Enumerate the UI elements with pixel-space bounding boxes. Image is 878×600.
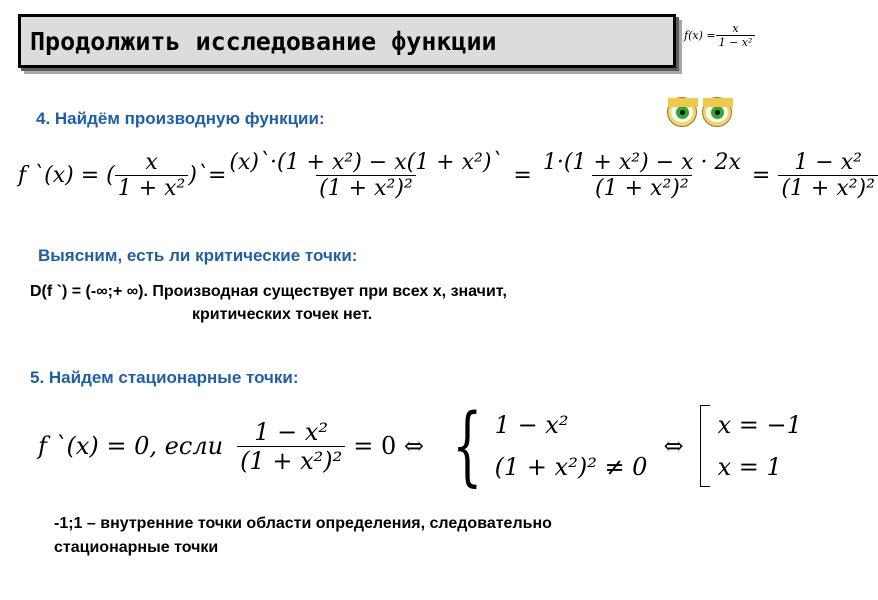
- numerator: x: [145, 150, 158, 175]
- equals-sign: =: [751, 163, 771, 188]
- deriv-fraction-3: [540, 150, 744, 201]
- conclusion-line1: -1;1 – внутренние точки области определения, следовательно: [54, 515, 552, 532]
- numerator: 1·(1 + x²) − x · 2x: [542, 150, 741, 175]
- eye-icon: [702, 97, 732, 127]
- system-line-2: (1 + x²)² ≠ 0: [494, 453, 648, 481]
- curly-brace-icon: {: [452, 396, 483, 496]
- page-title: Продолжить исследование функции: [30, 27, 497, 56]
- denominator: (1 + x²)²: [778, 175, 878, 201]
- critical-text-line1: D(f `) = (-∞;+ ∞). Производная существует при всех х, значит,: [30, 283, 507, 300]
- function-definition: [684, 22, 755, 49]
- critical-heading: Выясним, есть ли критические точки:: [38, 246, 358, 265]
- deriv-fraction-4: [778, 150, 878, 201]
- eye-icon: [667, 97, 697, 127]
- equation-system: [440, 396, 648, 496]
- denominator: (1 + x²)²: [237, 446, 345, 475]
- iff-sign: ⇔: [663, 432, 684, 460]
- deriv-after-1: )`=: [188, 163, 227, 188]
- function-lhs: f(x) =: [684, 29, 716, 42]
- denominator: (1 + x²)²: [316, 175, 416, 201]
- critical-text-line2: критических точек нет.: [192, 306, 373, 323]
- deriv-fraction-2: [226, 150, 505, 201]
- stat-fraction: [237, 418, 345, 475]
- deriv-lhs: f `(x) = (: [18, 163, 115, 188]
- step4-heading: 4. Найдём производную функции:: [36, 109, 325, 128]
- fraction-denominator: 1 − x²: [716, 35, 756, 49]
- system-line-1: 1 − x²: [494, 411, 569, 439]
- solution-set: [700, 405, 802, 487]
- numerator: 1 − x²: [794, 150, 862, 175]
- step5-heading: 5. Найдем стационарные точки:: [30, 368, 299, 387]
- derivative-formula: [18, 150, 878, 201]
- stat-lhs: f `(x) = 0, если: [38, 432, 224, 460]
- equals-zero-iff: = 0 ⇔: [353, 432, 424, 460]
- deriv-fraction-1: [115, 150, 189, 201]
- denominator: (1 + x²)²: [592, 175, 692, 201]
- numerator: (x)`·(1 + x²) − x(1 + x²)`: [229, 150, 503, 175]
- square-bracket-icon: [700, 405, 710, 487]
- solution-2: x = 1: [717, 453, 782, 481]
- denominator: 1 + x²: [115, 175, 189, 201]
- function-fraction: [716, 22, 756, 49]
- stationary-formula: [38, 396, 810, 496]
- solution-1: x = −1: [717, 411, 802, 439]
- fraction-numerator: x: [732, 22, 739, 35]
- conclusion-line2: стационарные точки: [54, 539, 219, 556]
- numerator: 1 − x²: [254, 417, 329, 446]
- equals-sign: =: [513, 163, 532, 188]
